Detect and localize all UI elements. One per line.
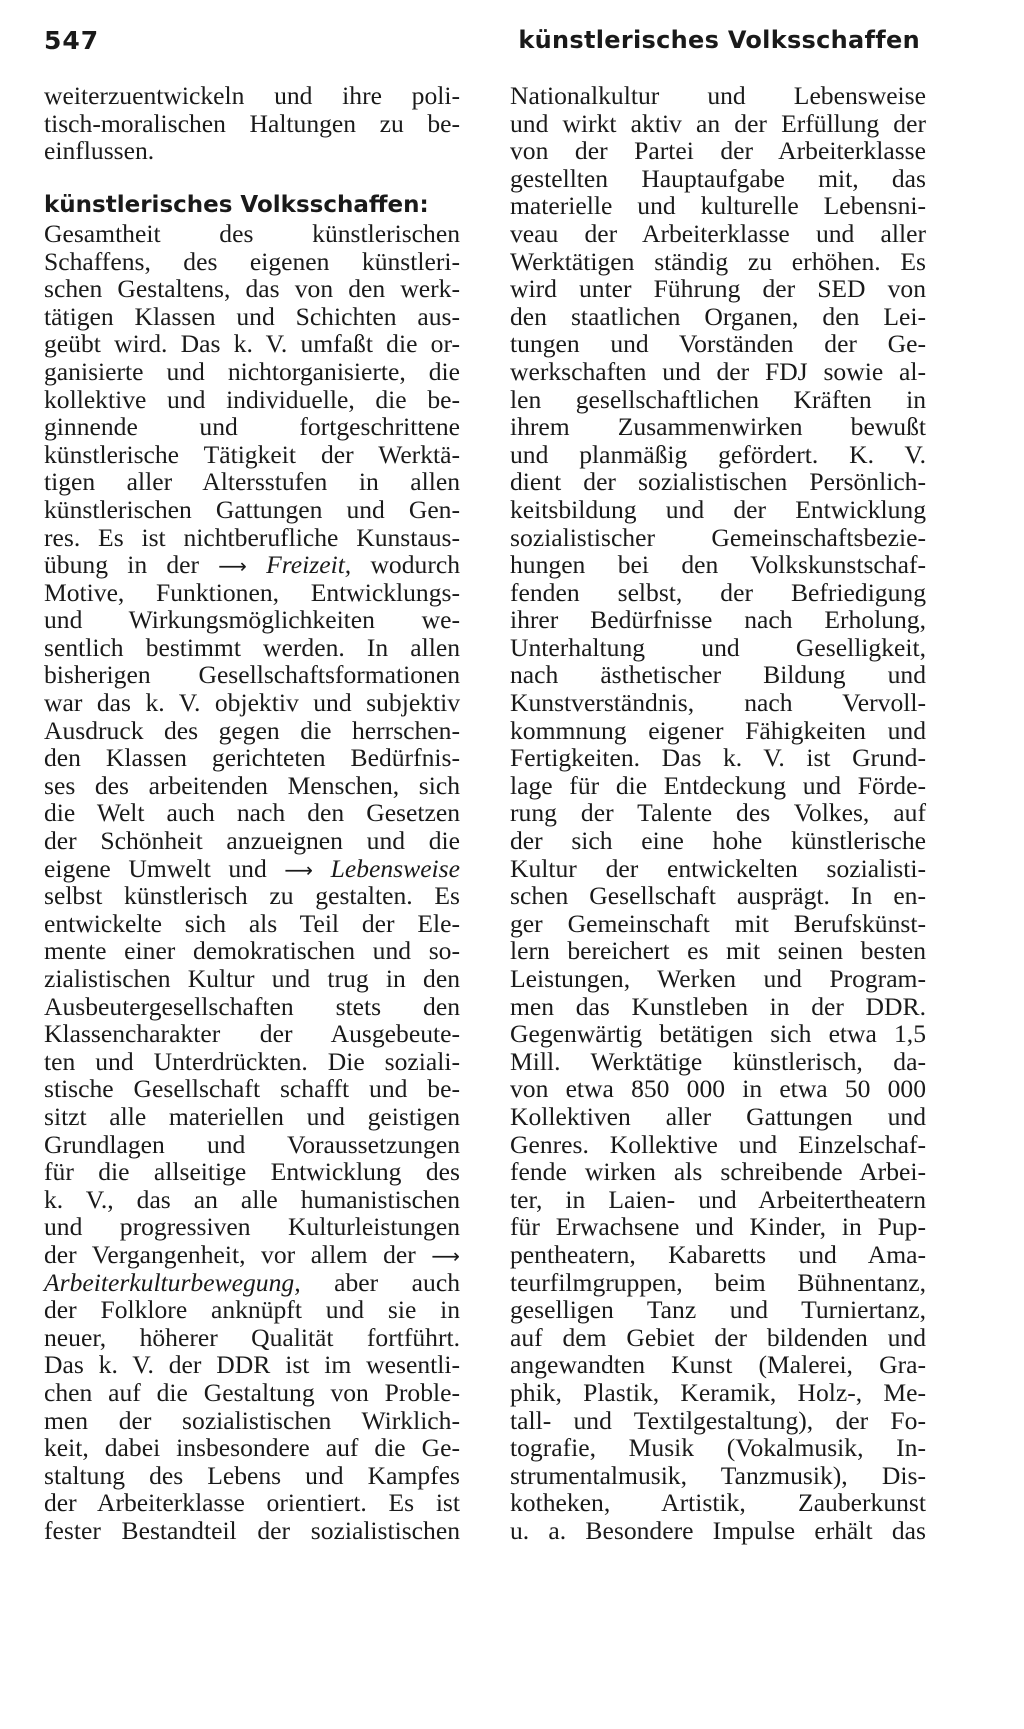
text-line: keit, dabei insbesondere auf die Ge- [44, 1433, 460, 1463]
text-line: weiterzuentwickeln und ihre poli- [44, 81, 460, 110]
cross-reference-lebensweise: Lebensweise [330, 853, 460, 883]
cross-reference-freizeit: Freizeit, [266, 550, 352, 580]
text-line: sitzt alle materiellen und geistigen [44, 1101, 460, 1131]
text-fragment: übung in der [44, 550, 200, 580]
text-line: rung der Talente des Volkes, auf [510, 798, 926, 828]
text-line: entwickelte sich als Teil der Ele- [44, 908, 460, 938]
entry-lemma: künstlerisches Volksschaffen: [44, 192, 429, 219]
text-line: geübt wird. Das k. V. umfaßt die or- [44, 329, 460, 359]
text-line: der Arbeiterklasse orientiert. Es ist [44, 1488, 460, 1518]
text-line: der sich eine hohe künstlerische [510, 826, 926, 856]
text-line: len gesellschaftlichen Kräften in [510, 384, 926, 414]
text-line: Genres. Kollektive und Einzelschaf- [510, 1129, 926, 1159]
text-line: k. V., das an alle humanistischen [44, 1184, 460, 1214]
text-line: die Welt auch nach den Gesetzen [44, 798, 460, 828]
text-line: tografie, Musik (Vokalmusik, In- [510, 1433, 926, 1463]
text-line: Schaffens, des eigenen künstleri- [44, 246, 460, 276]
text-line: auf dem Gebiet der bildenden und [510, 1322, 926, 1352]
text-line: Gesamtheit des künstlerischen [44, 218, 460, 248]
text-line: Gegenwärtig betätigen sich etwa 1,5 [510, 1019, 926, 1049]
text-line: künstlerische Tätigkeit der Werktä- [44, 439, 460, 469]
text-line: künstlerischen Gattungen und Gen- [44, 494, 460, 524]
text-line: Ausbeutergesellschaften stets den [44, 991, 460, 1021]
text-line: Motive, Funktionen, Entwicklungs- [44, 577, 460, 607]
text-line: res. Es ist nichtberufliche Kunstaus- [44, 522, 460, 552]
text-line: tigen aller Altersstufen in allen [44, 467, 460, 497]
text-line: men das Kunstleben in der DDR. [510, 991, 926, 1021]
text-line: tisch-moralischen Haltungen zu be- [44, 108, 460, 138]
text-line-with-reference [44, 855, 460, 883]
text-line: Kultur der entwickelten sozialisti- [510, 853, 926, 883]
text-line: war das k. V. objektiv und subjektiv [44, 688, 460, 718]
text-line: dient der sozialistischen Persönlich- [510, 467, 926, 497]
text-line: ihrem Zusammenwirken bewußt [510, 412, 926, 442]
text-line: Mill. Werktätige künstlerisch, da- [510, 1046, 926, 1076]
text-line: fenden selbst, der Befriedigung [510, 577, 926, 607]
text-line: für Erwachsene und Kinder, in Pup- [510, 1212, 926, 1242]
right-column [510, 82, 926, 1544]
text-line: und wirkt aktiv an der Erfüllung der [510, 108, 926, 138]
text-line: Ausdruck des gegen die herrschen- [44, 715, 460, 745]
text-line: angewandten Kunst (Malerei, Gra- [510, 1350, 926, 1380]
text-line: Grundlagen und Voraussetzungen [44, 1129, 460, 1159]
running-head: künstlerisches Volksschaffen [518, 26, 920, 54]
text-line: der Schönheit anzueignen und die [44, 826, 460, 856]
text-line: ganisierte und nichtorganisierte, die [44, 356, 460, 386]
text-fragment: eigene Umwelt und [44, 853, 267, 883]
text-line: Nationalkultur und Lebensweise [510, 81, 926, 110]
cross-reference-arrow-icon: ⟶ [218, 554, 247, 579]
text-line: u. a. Besondere Impulse erhält das [510, 1515, 926, 1545]
text-line: neuer, höherer Qualität fortführt. [44, 1322, 460, 1352]
text-line-with-reference [44, 551, 460, 579]
text-line: ginnende und fortgeschrittene [44, 412, 460, 442]
text-line: und Wirkungsmöglichkeiten we- [44, 605, 460, 635]
text-line: lage für die Entdeckung und Förde- [510, 770, 926, 800]
text-line: der Folklore anknüpft und sie in [44, 1295, 460, 1325]
text-line: men der sozialistischen Wirklich- [44, 1405, 460, 1435]
text-line: mente einer demokratischen und so- [44, 936, 460, 966]
text-line: sozialistischer Gemeinschaftsbezie- [510, 522, 926, 552]
text-line: stische Gesellschaft schafft und be- [44, 1074, 460, 1104]
text-fragment: der Vergangenheit, vor allem der [44, 1239, 416, 1269]
paragraph-gap [44, 165, 460, 193]
text-line: phik, Plastik, Keramik, Holz-, Me- [510, 1377, 926, 1407]
page-header [44, 26, 920, 62]
text-line: werkschaften und der FDJ sowie al- [510, 356, 926, 386]
text-line: ger Gemeinschaft mit Berufskünst- [510, 908, 926, 938]
text-line: pentheatern, Kabaretts und Ama- [510, 1239, 926, 1269]
text-line: den staatlichen Organen, den Lei- [510, 301, 926, 331]
text-line: von der Partei der Arbeiterklasse [510, 136, 926, 166]
text-line: kotheken, Artistik, Zauberkunst [510, 1488, 926, 1518]
text-line: und planmäßig gefördert. K. V. [510, 439, 926, 469]
text-fragment: aber auch [334, 1267, 460, 1297]
text-line: fende wirken als schreibende Arbei- [510, 1157, 926, 1187]
text-line: Fertigkeiten. Das k. V. ist Grund- [510, 743, 926, 773]
text-line: chen auf die Gestaltung von Proble- [44, 1377, 460, 1407]
text-line: den Klassen gerichteten Bedürfnis- [44, 743, 460, 773]
text-line: tungen und Vorständen der Ge- [510, 329, 926, 359]
text-line: selbst künstlerisch zu gestalten. Es [44, 881, 460, 911]
text-line: tätigen Klassen und Schichten aus- [44, 301, 460, 331]
text-line: Klassencharakter der Ausgebeute- [44, 1019, 460, 1049]
cross-reference-arbeiterkulturbewegung: Arbeiterkulturbewegung, [44, 1267, 301, 1297]
text-line: Das k. V. der DDR ist im wesentli- [44, 1350, 460, 1380]
text-line: und progressiven Kulturleistungen [44, 1212, 460, 1242]
text-line: wird unter Führung der SED von [510, 274, 926, 304]
text-line: keitsbildung und der Entwicklung [510, 494, 926, 524]
text-line: Unterhaltung und Geselligkeit, [510, 632, 926, 662]
text-line: bisherigen Gesellschaftsformationen [44, 660, 460, 690]
text-line: von etwa 850 000 in etwa 50 000 [510, 1074, 926, 1104]
text-line: lern bereichert es mit seinen besten [510, 936, 926, 966]
text-line: veau der Arbeiterklasse und aller [510, 218, 926, 248]
text-line: Werktätigen ständig zu erhöhen. Es [510, 246, 926, 276]
text-line: tall- und Textilgestaltung), der Fo- [510, 1405, 926, 1435]
text-line: ter, in Laien- und Arbeitertheatern [510, 1184, 926, 1214]
text-line: teurfilmgruppen, beim Bühnentanz, [510, 1267, 926, 1297]
text-line: schen Gesellschaft ausprägt. In en- [510, 881, 926, 911]
text-line: schen Gestaltens, das von den werk- [44, 274, 460, 304]
text-fragment: wodurch [370, 550, 461, 580]
text-line: für die allseitige Entwicklung des [44, 1157, 460, 1187]
cross-reference-arrow-icon: ⟶ [431, 1243, 460, 1268]
text-line: gestellten Hauptaufgabe mit, das [510, 163, 926, 193]
text-line: geselligen Tanz und Turniertanz, [510, 1295, 926, 1325]
text-line: Kollektiven aller Gattungen und [510, 1101, 926, 1131]
text-line: Kunstverständnis, nach Vervoll- [510, 688, 926, 718]
cross-reference-arrow-icon: ⟶ [284, 857, 314, 882]
page-number: 547 [44, 26, 100, 55]
text-line: hungen bei den Volkskunstschaf- [510, 550, 926, 580]
text-line: ten und Unterdrückten. Die soziali- [44, 1046, 460, 1076]
text-line: fester Bestandteil der sozialistischen [44, 1515, 460, 1545]
text-line-with-reference [44, 1241, 460, 1269]
text-line: Leistungen, Werken und Program- [510, 964, 926, 993]
text-line: staltung des Lebens und Kampfes [44, 1460, 460, 1490]
text-line: einflussen. [44, 136, 155, 166]
text-line: zialistischen Kultur und trug in den [44, 964, 460, 993]
text-line: nach ästhetischer Bildung und [510, 660, 926, 690]
text-line: ses des arbeitenden Menschen, sich [44, 770, 460, 800]
text-line: kommnung eigener Fähigkeiten und [510, 715, 926, 745]
text-line: sentlich bestimmt werden. In allen [44, 632, 460, 662]
text-line: ihrer Bedürfnisse nach Erholung, [510, 605, 926, 635]
text-line-with-reference [44, 1269, 460, 1297]
left-column [44, 82, 460, 1544]
text-line: materielle und kulturelle Lebensni- [510, 191, 926, 221]
text-line: strumentalmusik, Tanzmusik), Dis- [510, 1460, 926, 1490]
text-line: kollektive und individuelle, die be- [44, 384, 460, 414]
